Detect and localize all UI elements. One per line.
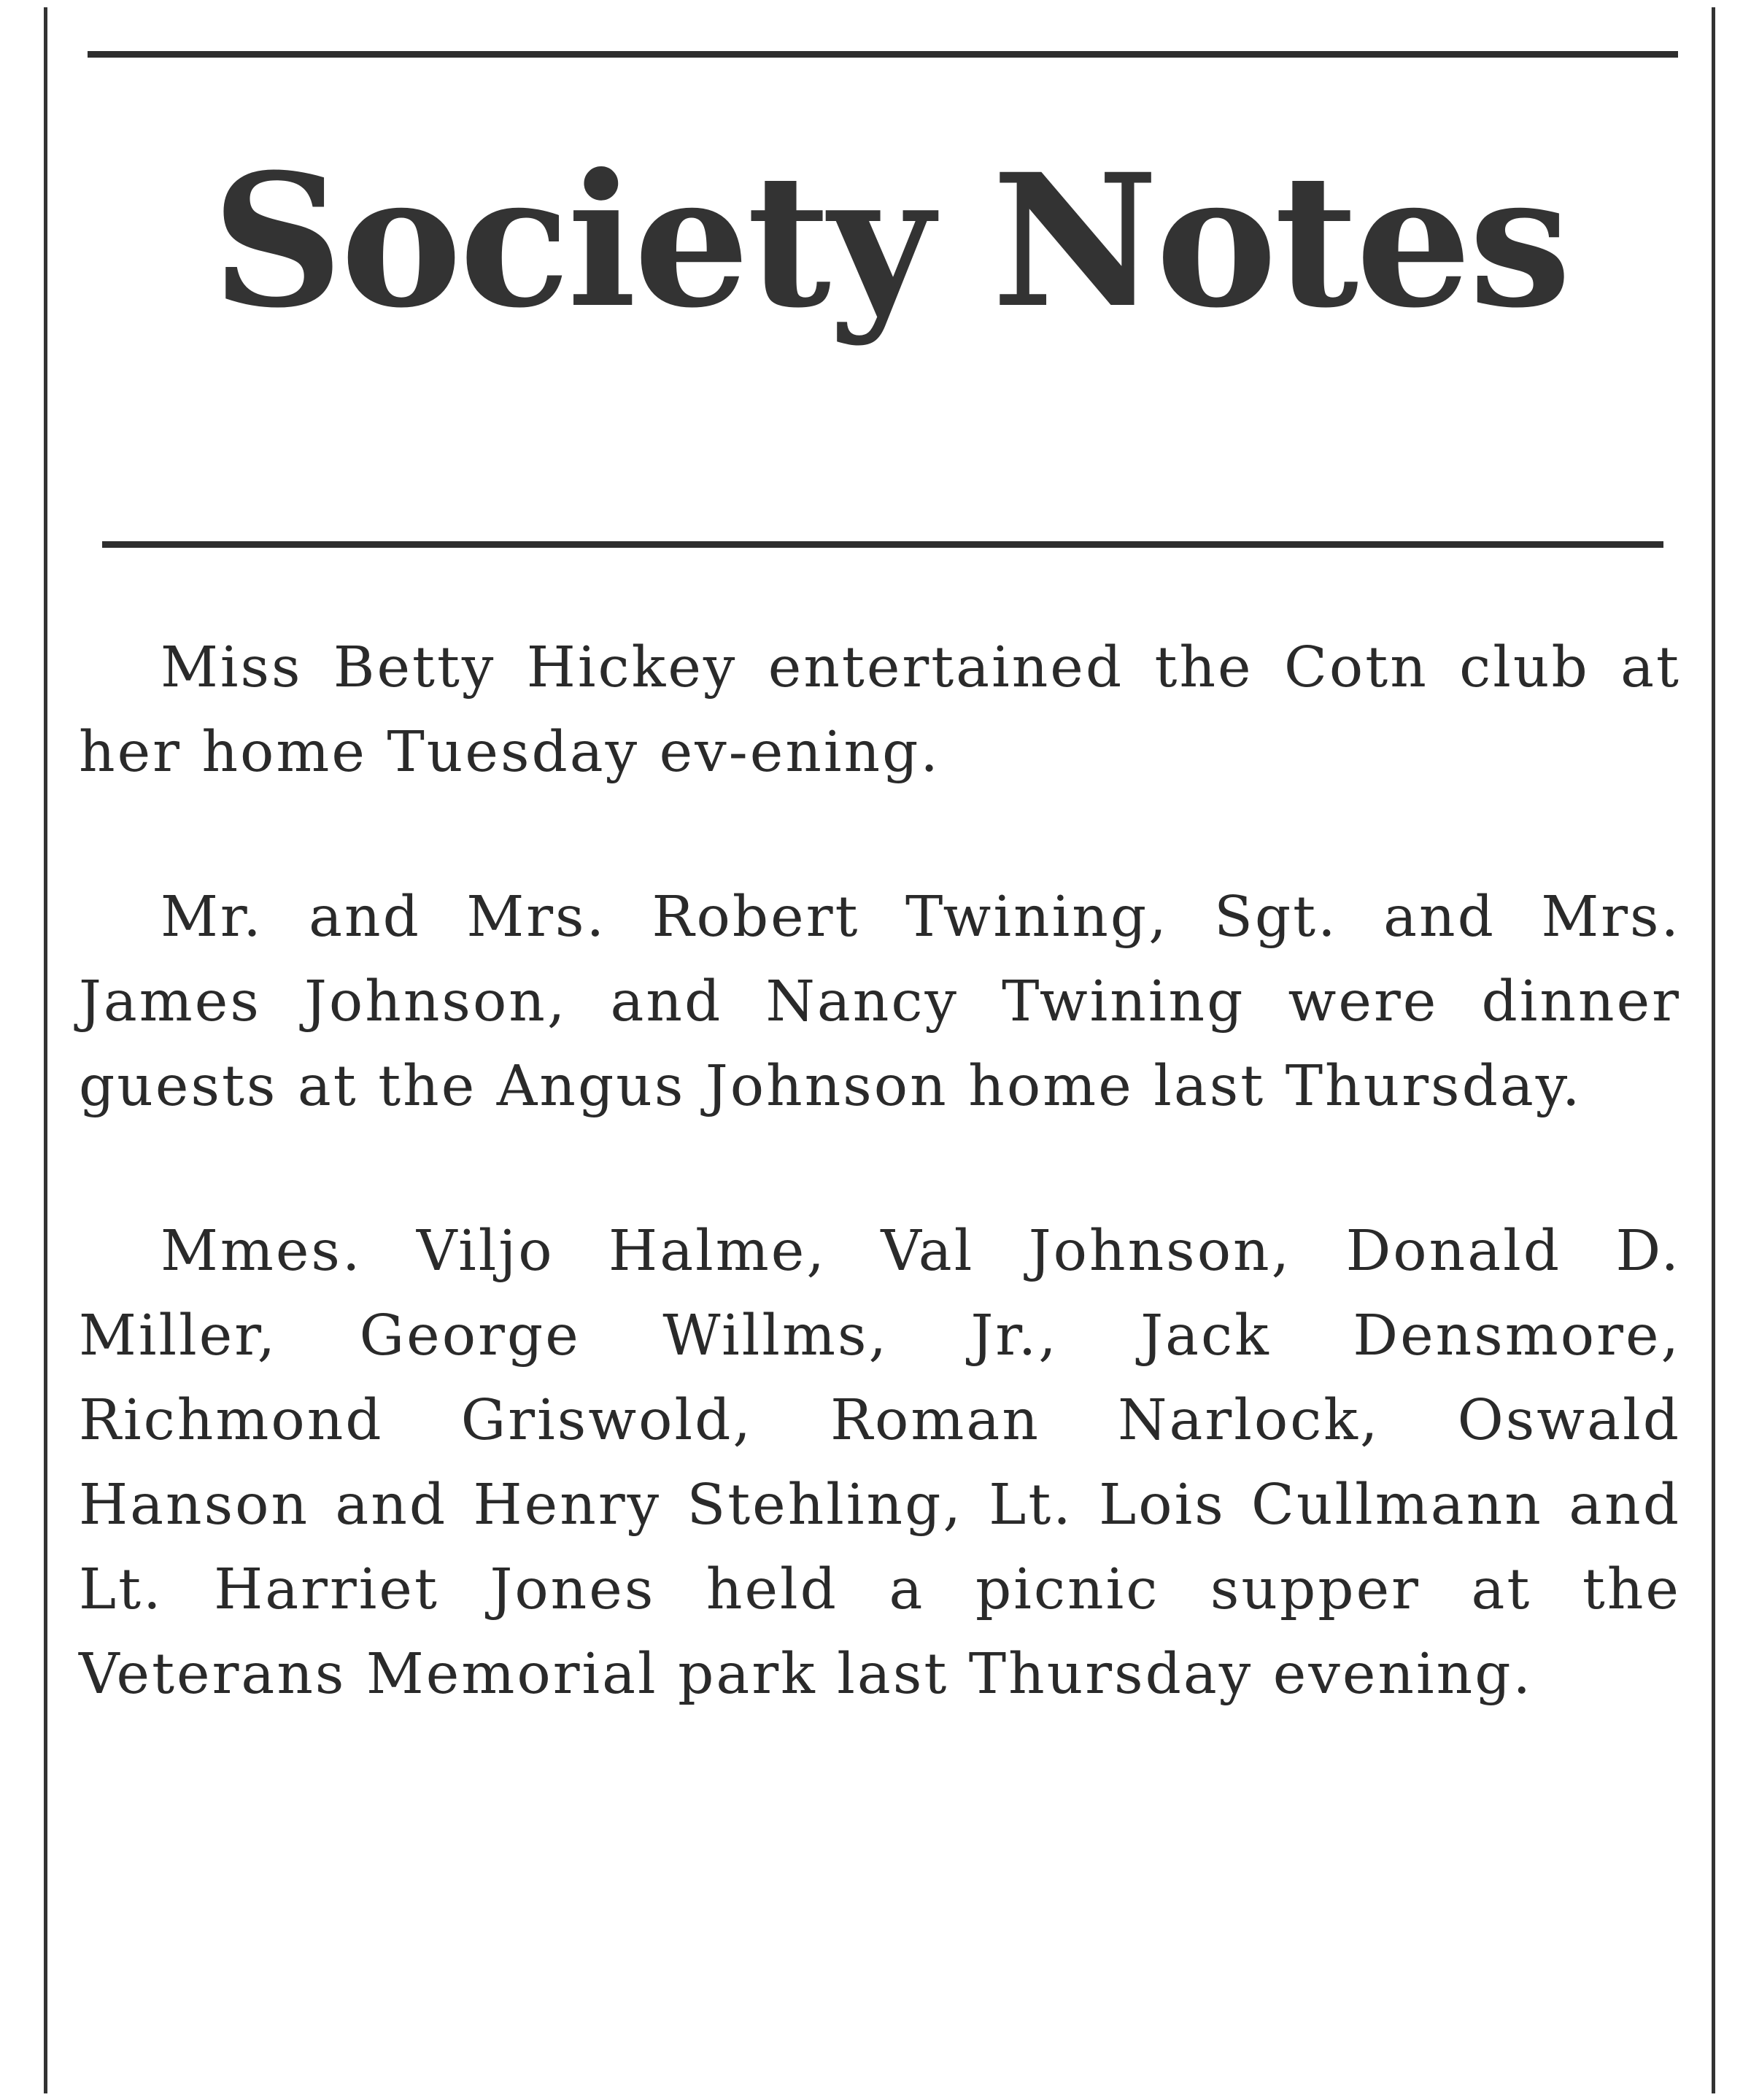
column-rule-left (44, 7, 47, 2093)
article-body (79, 626, 1681, 1717)
headline-rule (102, 541, 1663, 548)
top-rule (88, 51, 1678, 58)
paragraph-3: Mmes. Viljo Halme, Val Johnson, Donald D. Miller, George Willms, Jr., Jack Densmore, Richmond Griswold, Roman Narlock, Oswald Hanson and Henry Stehling, Lt. Lois Cullmann and Lt. Harriet Jones held a picnic supper at the Veterans Memorial park last Thursday evening. (79, 1219, 1681, 1707)
paragraph-1: Miss Betty Hickey entertained the Cotn club at her home Tuesday ev-ening. (79, 635, 1681, 785)
column-rule-right (1712, 7, 1715, 2093)
headline: Society Notes (212, 133, 1569, 348)
paragraph-2: Mr. and Mrs. Robert Twining, Sgt. and Mrs. James Johnson, and Nancy Twining were dinner guests at the Angus Johnson home last Thursday. (79, 885, 1681, 1119)
